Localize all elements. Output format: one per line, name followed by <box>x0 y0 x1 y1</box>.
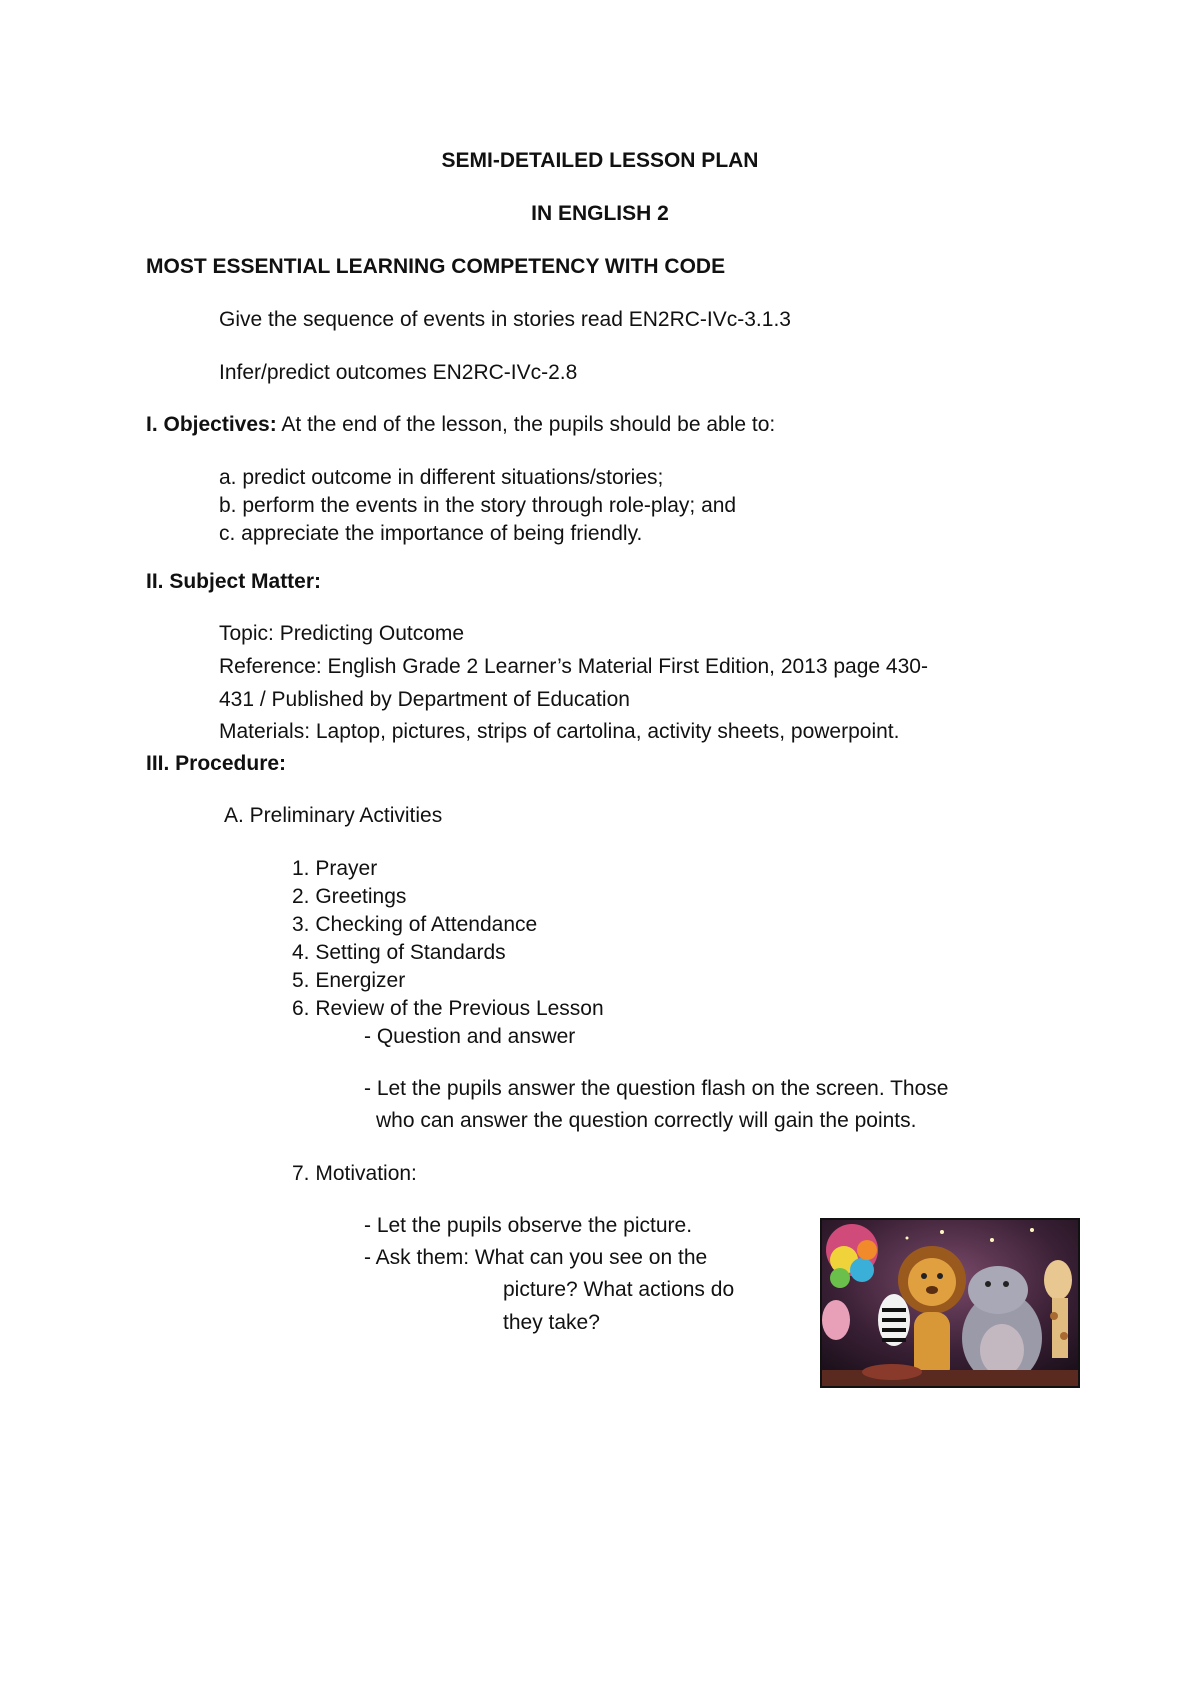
procedure-step: 3. Checking of Attendance <box>292 913 538 936</box>
procedure-step: 6. Review of the Previous Lesson <box>292 997 604 1020</box>
review-note: who can answer the question correctly will gain the points. <box>376 1109 917 1132</box>
procedure-step: 2. Greetings <box>292 885 407 908</box>
objectives-intro: At the end of the lesson, the pupils should be able to: <box>281 413 776 436</box>
reference-line: 431 / Published by Department of Education <box>219 688 630 711</box>
motivation-heading: 7. Motivation: <box>292 1162 417 1185</box>
subject-matter-heading: II. Subject Matter: <box>146 570 322 593</box>
objectives-heading: I. Objectives: <box>146 413 277 436</box>
cartoon-animals-illustration <box>822 1220 1078 1386</box>
section-a-heading: A. Preliminary Activities <box>224 804 443 827</box>
review-note: - Question and answer <box>364 1025 576 1048</box>
document-subtitle: IN ENGLISH 2 <box>531 202 669 225</box>
materials-line: Materials: Laptop, pictures, strips of cartolina, activity sheets, powerpoint. <box>219 720 900 743</box>
motivation-note: - Ask them: What can you see on the <box>364 1246 708 1269</box>
document-title: SEMI-DETAILED LESSON PLAN <box>441 149 759 172</box>
motivation-note: picture? What actions do <box>503 1278 735 1301</box>
reference-line: Reference: English Grade 2 Learner’s Material First Edition, 2013 page 430- <box>219 655 928 678</box>
objective-item: a. predict outcome in different situations/stories; <box>219 466 664 489</box>
melc-item: Give the sequence of events in stories read EN2RC-IVc-3.1.3 <box>219 308 791 331</box>
procedure-step: 4. Setting of Standards <box>292 941 506 964</box>
review-note: - Let the pupils answer the question flash on the screen. Those <box>364 1077 949 1100</box>
motivation-note: - Let the pupils observe the picture. <box>364 1214 693 1237</box>
objective-item: b. perform the events in the story through role-play; and <box>219 494 737 517</box>
melc-heading: MOST ESSENTIAL LEARNING COMPETENCY WITH CODE <box>146 255 726 278</box>
objectives-line <box>146 412 775 437</box>
topic-line: Topic: Predicting Outcome <box>219 622 465 645</box>
motivation-note: they take? <box>503 1311 600 1334</box>
procedure-step: 1. Prayer <box>292 857 378 880</box>
motivation-picture <box>820 1218 1080 1388</box>
procedure-heading: III. Procedure: <box>146 752 287 775</box>
objective-item: c. appreciate the importance of being friendly. <box>219 522 643 545</box>
procedure-step: 5. Energizer <box>292 969 406 992</box>
melc-item: Infer/predict outcomes EN2RC-IVc-2.8 <box>219 361 578 384</box>
